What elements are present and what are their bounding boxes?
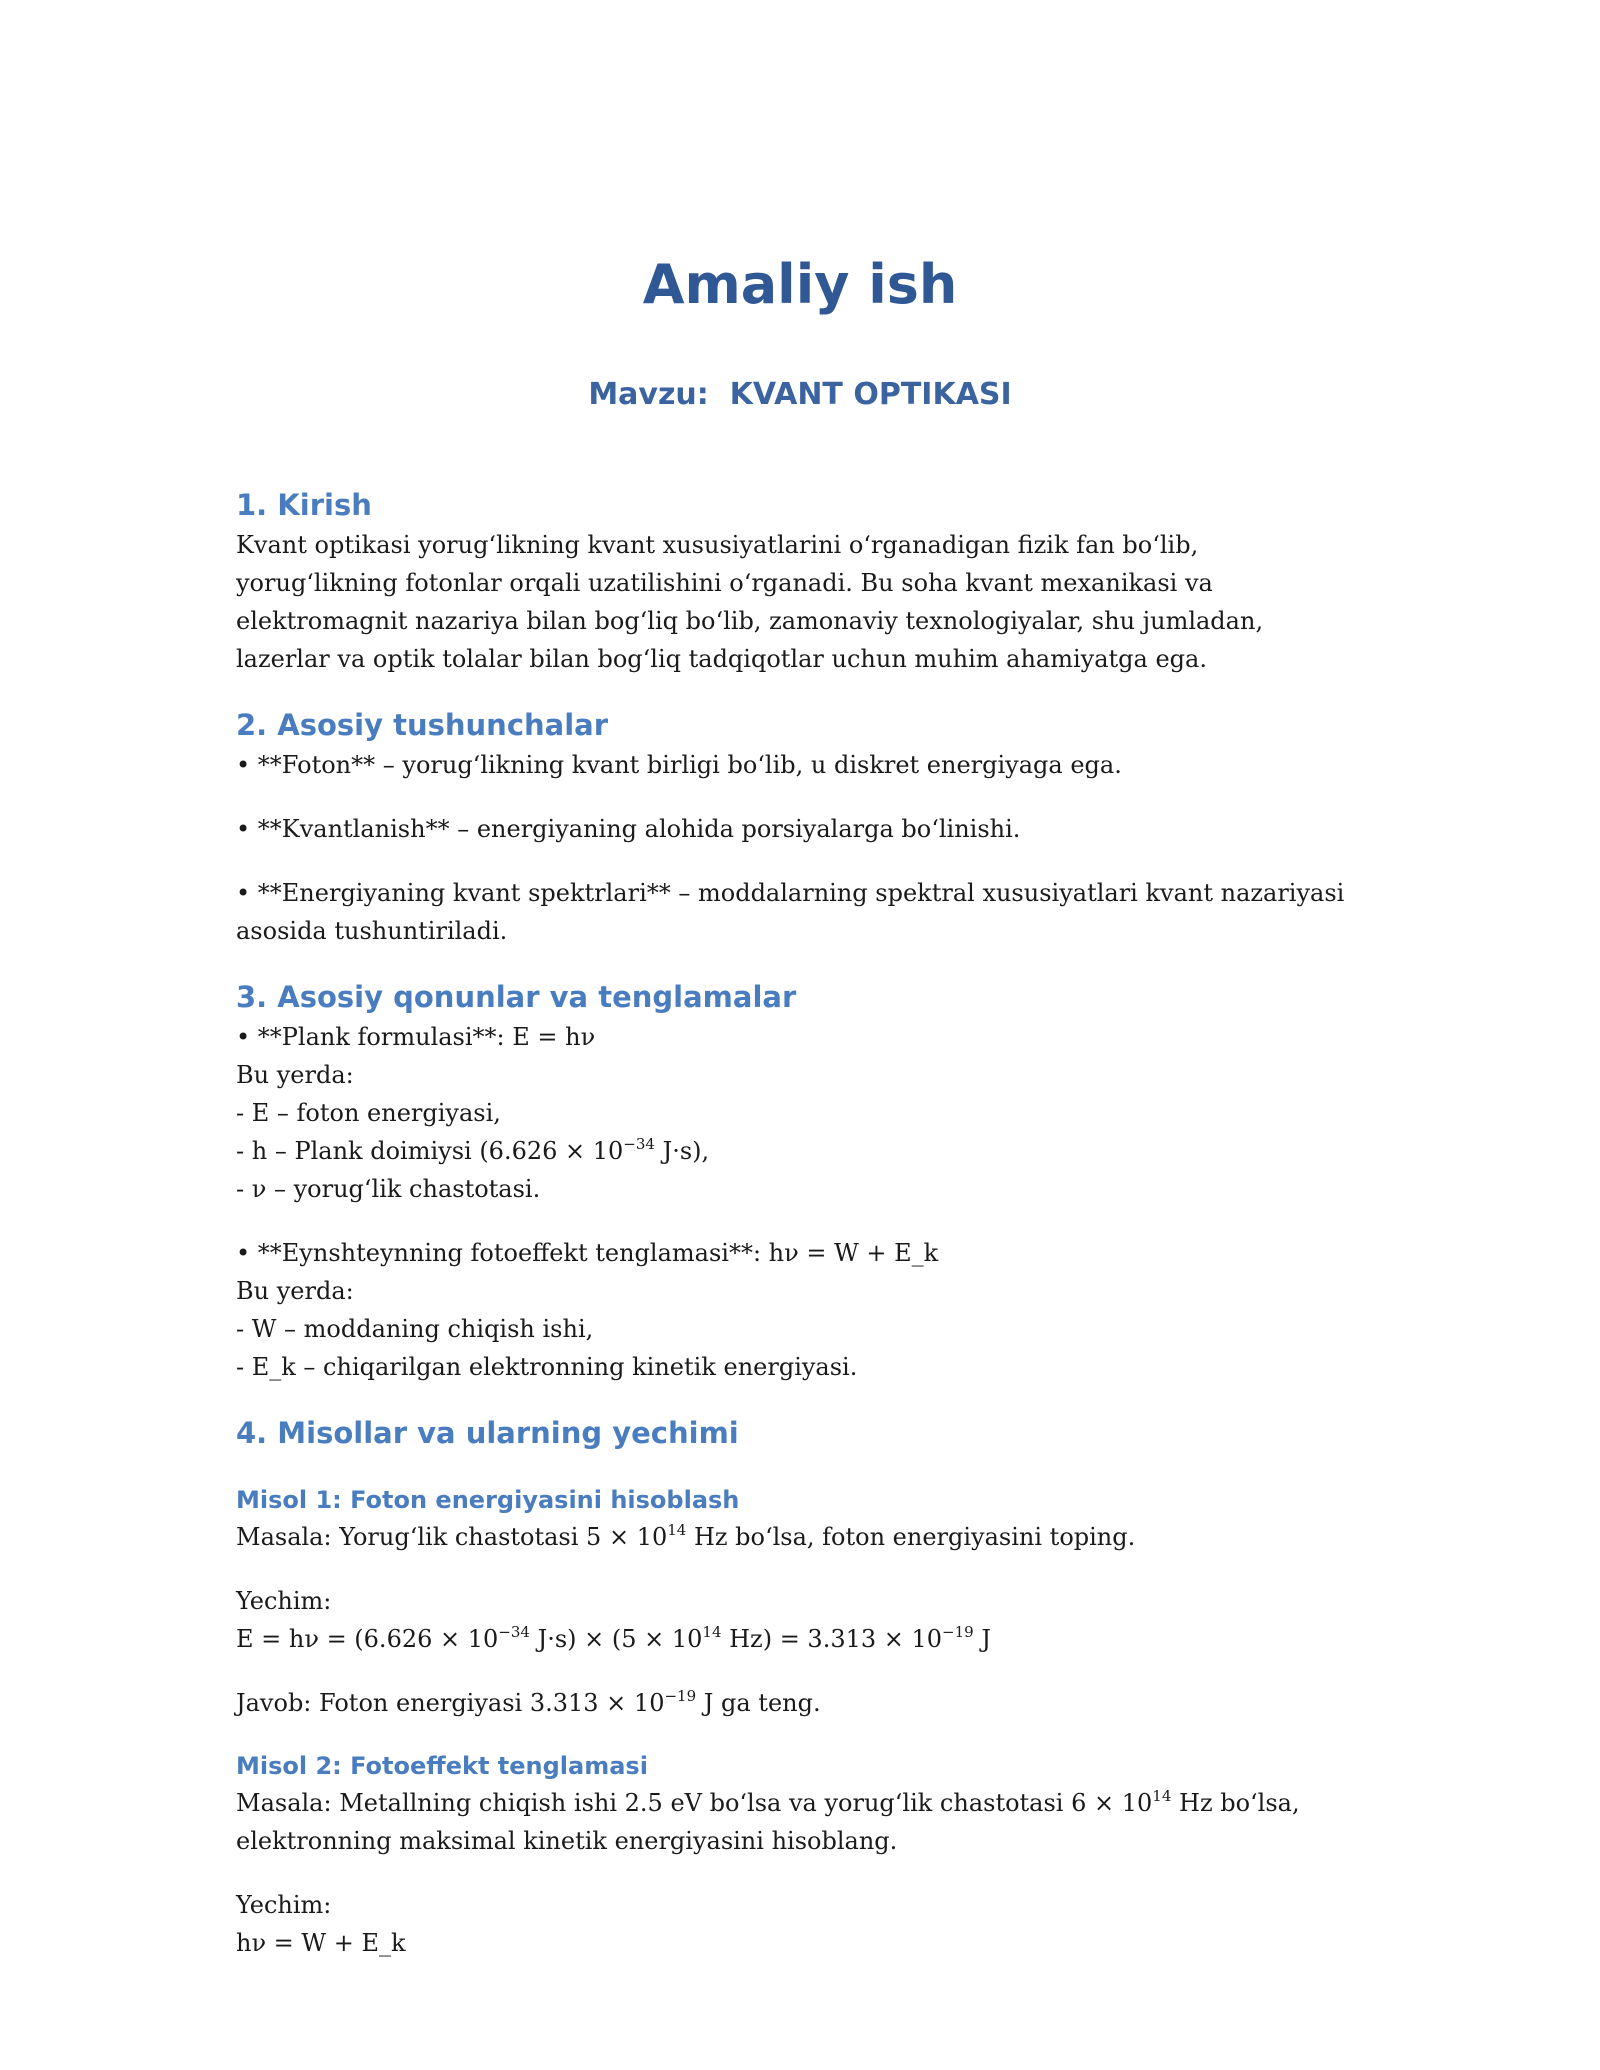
planck-formula-line: • **Plank formulasi**: E = hν <box>236 1023 596 1051</box>
example-2-masala-continuation: elektronning maksimal kinetik energiyasini hisoblang. <box>236 1827 898 1855</box>
example-1-yechim-label: Yechim: <box>236 1587 332 1615</box>
paragraph-line: yorug‘likning fotonlar orqali uzatilishini o‘rganadi. Bu soha kvant mexanikasi va <box>236 569 1213 597</box>
bullet-item: • **Kvantlanish** – energiyaning alohida porsiyalarga bo‘linishi. <box>236 815 1021 843</box>
definition-line: - h – Plank doimiysi ($6.626 \times 10^{-34}$ J·s), <box>236 1135 710 1165</box>
example-2-heading: Misol 2: Fotoeffekt tenglamasi <box>236 1752 648 1780</box>
document-body <box>236 484 1346 1962</box>
section-heading-kirish: 1. Kirish <box>236 488 372 522</box>
example-1-equation: $E = h\nu = (6.626 \times 10^{-34}$ $J\cdot s) \times (5 \times 10^{14}$ $Hz) = 3.313 \times 10^{-19}$ J <box>236 1623 991 1653</box>
einstein-formula-line: • **Eynshteynning fotoeffekt tenglamasi**: hν = W + E_k <box>236 1239 939 1267</box>
example-1-javob: Javob: Foton energiyasi $3.313 \times 10^{-19}$ J ga teng. <box>236 1687 821 1717</box>
bullet-item-continuation: asosida tushuntiriladi. <box>236 917 508 945</box>
exponent: −19 <box>942 1623 974 1641</box>
exponent: 14 <box>667 1521 687 1539</box>
example-1-masala: Masala: Yorug‘lik chastotasi $5 \times 10^{14}$ Hz bo‘lsa, foton energiyasini toping. <box>236 1521 1136 1551</box>
section-heading-qonunlar: 3. Asosiy qonunlar va tenglamalar <box>236 980 797 1014</box>
definition-line: - E – foton energiyasi, <box>236 1099 501 1127</box>
definition-line: - W – moddaning chiqish ishi, <box>236 1315 594 1343</box>
example-2-masala: Masala: Metallning chiqish ishi 2.5 eV bo‘lsa va yorug‘lik chastotasi $6 \times 10^{14}$ Hz bo‘lsa, <box>236 1787 1300 1817</box>
document-subtitle: Mavzu: KVANT OPTIKASI <box>588 377 1012 412</box>
exponent: 14 <box>702 1623 722 1641</box>
example-2-yechim-label: Yechim: <box>236 1891 332 1919</box>
definition-line: - ν – yorug‘lik chastotasi. <box>236 1175 541 1203</box>
exponent: 14 <box>1152 1787 1172 1805</box>
document-title: Amaliy ish <box>642 253 958 316</box>
bu-yerda-label: Bu yerda: <box>236 1277 354 1305</box>
definition-line: - E_k – chiqarilgan elektronning kinetik energiyasi. <box>236 1353 858 1381</box>
exponent: −34 <box>498 1623 530 1641</box>
paragraph-line: lazerlar va optik tolalar bilan bog‘liq tadqiqotlar uchun muhim ahamiyatga ega. <box>236 645 1207 673</box>
paragraph-line: Kvant optikasi yorug‘likning kvant xususiyatlarini o‘rganadigan fizik fan bo‘lib, <box>236 531 1199 559</box>
bullet-item: • **Foton** – yorug‘likning kvant birligi bo‘lib, u diskret energiyaga ega. <box>236 751 1122 779</box>
example-2-equation: hν = W + E_k <box>236 1929 406 1957</box>
section-heading-asosiy-tushunchalar: 2. Asosiy tushunchalar <box>236 708 609 742</box>
example-1-heading: Misol 1: Foton energiyasini hisoblash <box>236 1486 740 1514</box>
paragraph-line: elektromagnit nazariya bilan bog‘liq bo‘lib, zamonaviy texnologiyalar, shu jumladan, <box>236 607 1264 635</box>
exponent: −19 <box>664 1687 697 1705</box>
bu-yerda-label: Bu yerda: <box>236 1061 354 1089</box>
bullet-item: • **Energiyaning kvant spektrlari** – moddalarning spektral xususiyatlari kvant nazariyasi <box>236 879 1345 907</box>
exponent: −34 <box>623 1135 655 1153</box>
section-heading-misollar: 4. Misollar va ularning yechimi <box>236 1416 739 1450</box>
